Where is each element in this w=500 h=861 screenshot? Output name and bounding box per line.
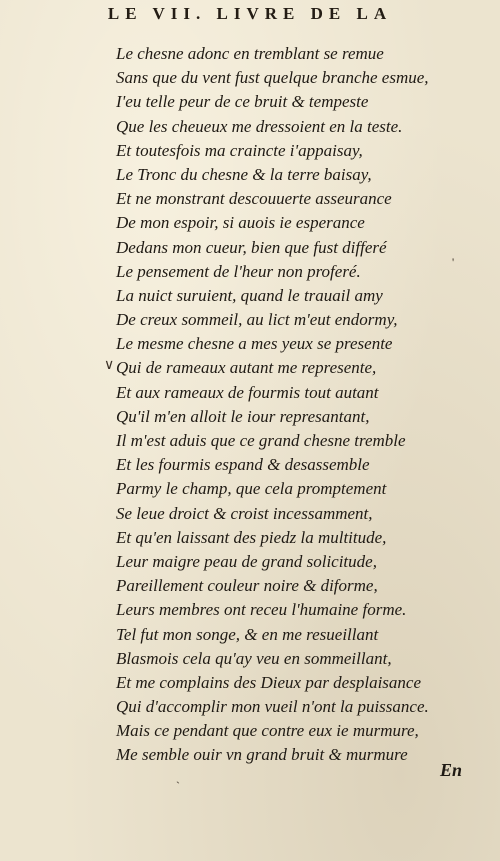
verse-line: Blasmois cela qu'ay veu en sommeillant,	[116, 648, 392, 668]
verse-line: Qu'il m'en alloit le iour represantant,	[116, 406, 370, 426]
verse-line: Et les fourmis espand & desassemble	[116, 455, 370, 475]
margin-mark: ∨	[104, 358, 115, 373]
verse-line: Il m'est aduis que ce grand chesne tremble	[116, 431, 406, 450]
margin-mark: ˎ	[176, 770, 180, 784]
verse-list	[116, 42, 476, 768]
verse-line: Leur maigre peau de grand solicitude,	[116, 551, 377, 571]
verse-line: Le Tronc du chesne & la terre baisay,	[116, 164, 372, 184]
verse-line: Et toutesfois ma craincte i'appaisay,	[116, 140, 363, 160]
margin-mark: '	[452, 255, 455, 269]
verse-line: Le mesme chesne a mes yeux se presente	[116, 334, 393, 354]
verse-line: Et me complains des Dieux par desplaisance	[116, 672, 421, 692]
verse-line: Tel fut mon songe, & en me resueillant	[116, 624, 379, 644]
verse-line: Que les cheueux me dressoient en la teste.	[116, 116, 403, 136]
verse-line: I'eu telle peur de ce bruit & tempeste	[116, 92, 369, 112]
verse-line: Qui de rameaux autant me represente,	[116, 358, 377, 378]
verse-line: Leurs membres ont receu l'humaine forme.	[116, 600, 407, 620]
verse-line: Mais ce pendant que contre eux ie murmure,	[116, 721, 419, 741]
verse-line: Parmy le champ, que cela promptement	[116, 479, 387, 499]
running-header: LE VII. LIVRE DE LA	[107, 4, 393, 23]
verse-line: Et aux rameaux de fourmis tout autant	[116, 382, 379, 402]
verse-line: Le chesne adonc en tremblant se remue	[116, 44, 384, 63]
verse-line: De creux sommeil, au lict m'eut endormy,	[116, 310, 398, 330]
verse-line: Dedans mon cueur, bien que fust differé	[116, 237, 387, 257]
verse-line: Le pensement de l'heur non proferé.	[116, 261, 361, 281]
catchword: En	[440, 760, 463, 780]
verse-line: De mon espoir, si auois ie esperance	[116, 213, 365, 233]
verse-line: Me semble ouir vn grand bruit & murmure	[116, 745, 408, 765]
verse-line: Se leue droict & croist incessamment,	[116, 503, 373, 523]
verse-line: Pareillement couleur noire & diforme,	[116, 576, 378, 596]
verse-line: Qui d'accomplir mon vueil n'ont la puissance.	[116, 697, 429, 717]
verse-line: Et ne monstrant descouuerte asseurance	[116, 189, 392, 209]
verse-line: Sans que du vent fust quelque branche esmue,	[116, 68, 429, 88]
verse-line: Et qu'en laissant des piedz la multitude,	[116, 527, 387, 547]
verse-line: La nuict suruient, quand le trauail amy	[116, 285, 383, 305]
